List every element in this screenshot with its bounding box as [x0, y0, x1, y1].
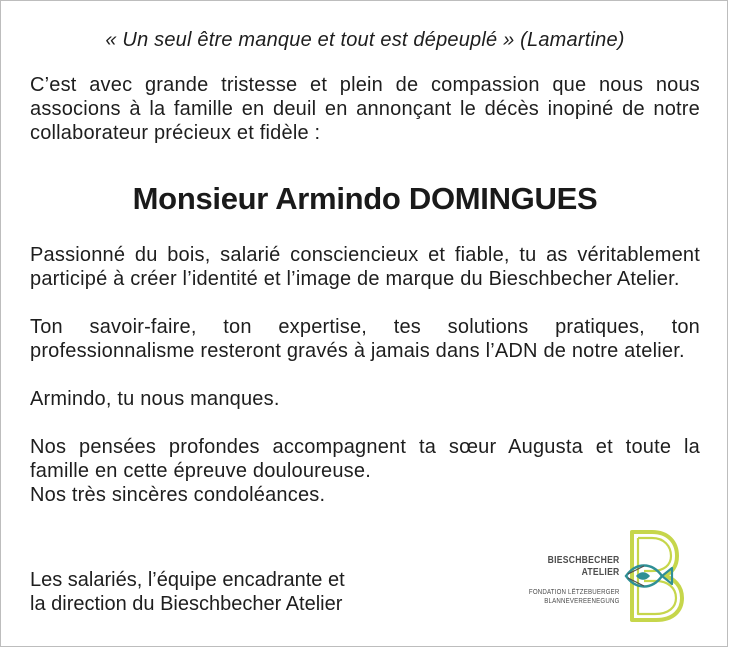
signature-line-1: Les salariés, l’équipe encadrante et — [30, 569, 345, 591]
signature-line-2: la direction du Bieschbecher Atelier — [30, 593, 343, 615]
obituary-notice — [30, 28, 700, 507]
company-logo — [514, 528, 694, 624]
signature-block — [30, 568, 345, 616]
tribute-paragraph-1: Passionné du bois, salarié consciencieux et fiable, tu as véritablement participé à créer l’identité et l’image de marque du Bieschbecher Atelier. — [30, 244, 700, 290]
logo-wordmark — [509, 554, 620, 605]
epigraph-quote: « Un seul être manque et tout est dépeuplé » (Lamartine) — [105, 29, 625, 51]
logo-sub-line-2: BLANNEVEREENEGUNG — [544, 596, 620, 605]
logo-brand-line-2: ATELIER — [582, 566, 620, 578]
logo-brand-line-1: BIESCHBECHER — [548, 554, 620, 566]
tribute-paragraph-2: Ton savoir-faire, ton expertise, tes solutions pratiques, ton professionnalisme resteront gravés à jamais dans l’ADN de notre atelier. — [30, 316, 700, 362]
logo-sub-line-1: FONDATION LËTZEBUERGER — [529, 587, 620, 596]
deceased-name: Monsieur Armindo DOMINGUES — [132, 181, 598, 216]
tribute-paragraph-3: Armindo, tu nous manques. — [30, 388, 280, 410]
fish-b-logo-icon — [622, 528, 688, 624]
intro-paragraph: C’est avec grande tristesse et plein de compassion que nous nous associons à la famille en deuil en annonçant le décès inopiné de notre collaborateur précieux et fidèle : — [30, 74, 700, 144]
tribute-paragraph-4: Nos pensées profondes accompagnent ta sœur Augusta et toute la famille en cette épreuve douloureuse. — [30, 436, 700, 482]
condolences-line: Nos très sincères condoléances. — [30, 484, 326, 506]
